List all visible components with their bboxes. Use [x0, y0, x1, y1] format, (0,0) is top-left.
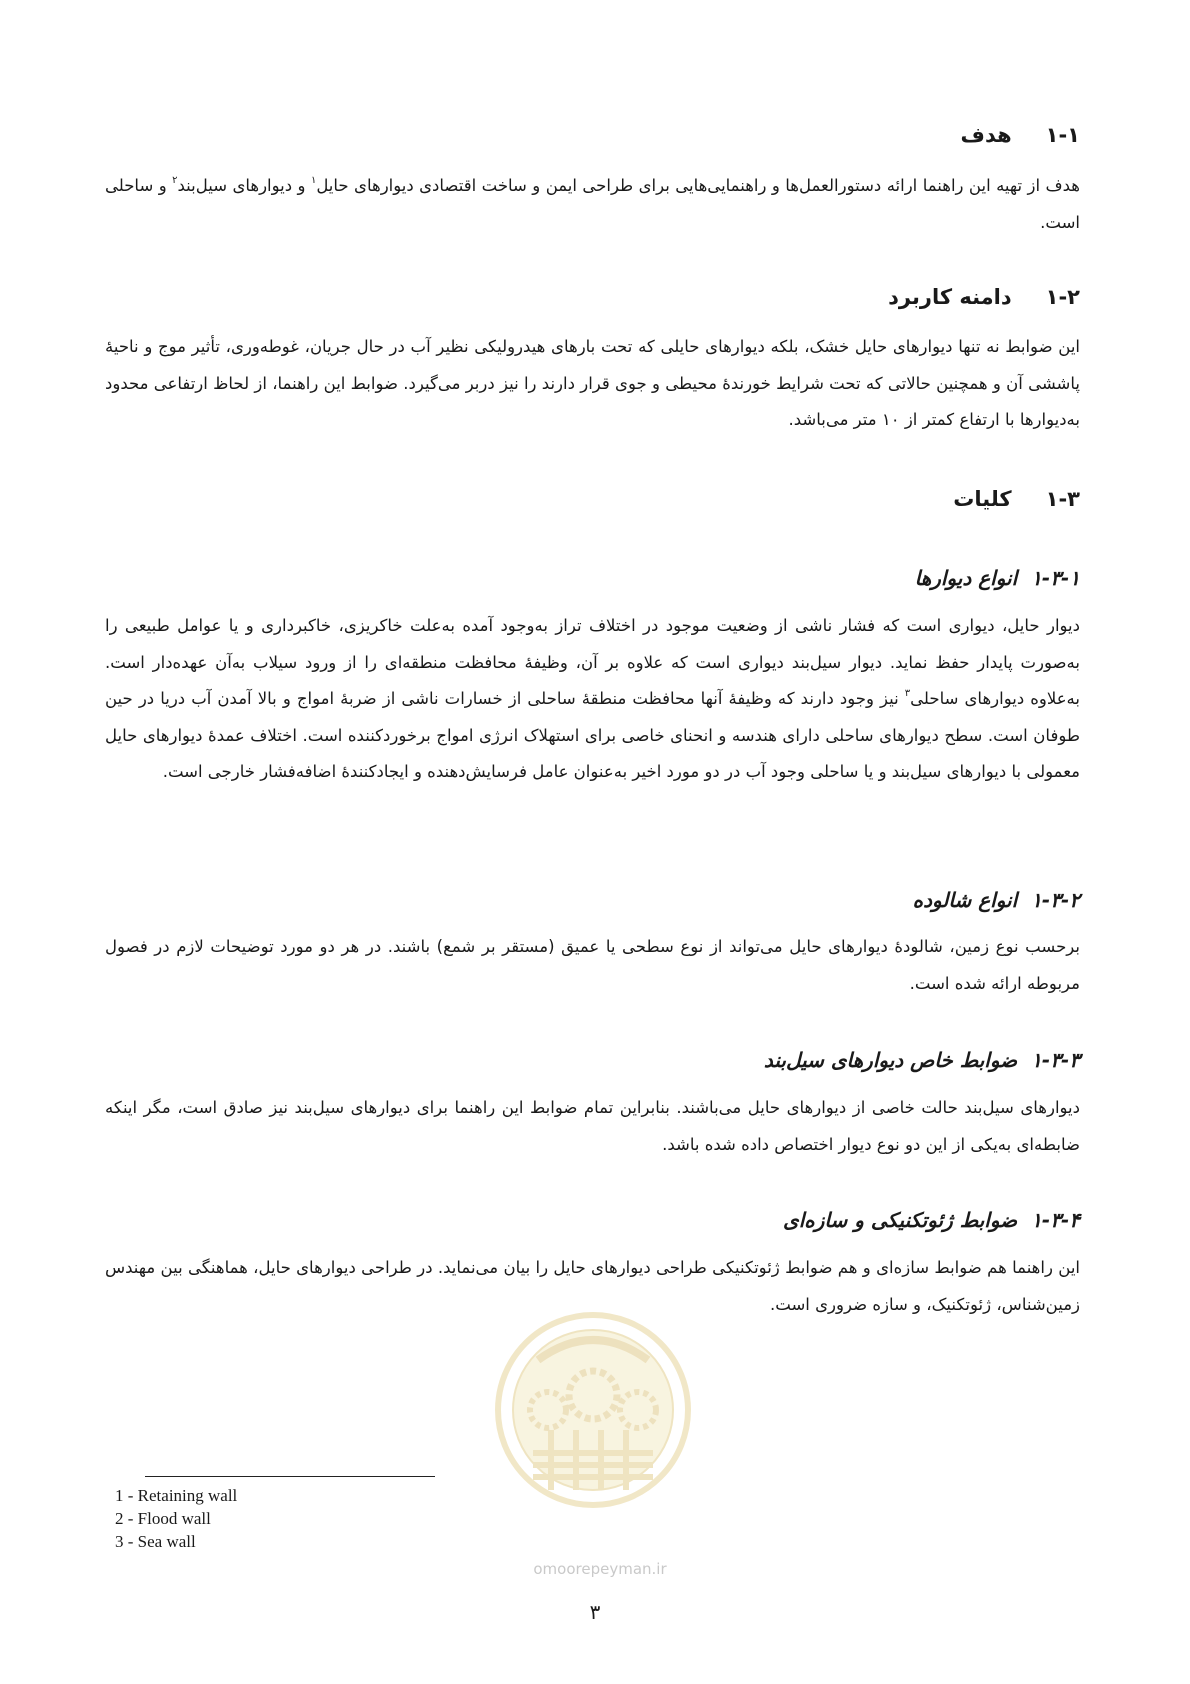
section-number: ۱-۳ [1045, 487, 1080, 511]
section-heading-1-1 [961, 123, 1080, 147]
footnote-ref: ۳ [904, 688, 911, 699]
subsection-number: ۱-۳-۲ [1031, 888, 1080, 912]
subsection-number: ۱-۳-۳ [1031, 1048, 1080, 1072]
footnote-divider [145, 1476, 435, 1477]
subsection-title: ضوابط خاص دیوارهای سیل‌بند [763, 1048, 1018, 1072]
paragraph-text: و دیوارهای سیل‌بند [177, 176, 311, 195]
paragraph-text: نیز وجود دارند که وظیفهٔ آنها محافظت منطقهٔ ساحلی از خسارات ناشی از ضربهٔ امواج و بالا آمدن آب دریا در حین طوفان است. سطح دیوارهای ساحلی دارای هندسه و انحنای خاصی برای استهلاک انرژی امواج برخوردکننده است. اختلاف عمدهٔ دیوارهای حایل معمولی با دیوارهای سیل‌بند و یا ساحلی وجود آب در دو مورد اخیر به‌عنوان عامل فرسایش‌دهنده و ایجادکنندهٔ اضافه‌فشار خارجی است. [105, 689, 1080, 781]
subsection-body-1-3-2: برحسب نوع زمین، شالودهٔ دیوارهای حایل می‌تواند از نوع سطحی یا عمیق (مستقر بر شمع) باشند. در هر دو مورد توضیحات لازم در فصول مربوطه ارائه شده است. [105, 937, 1080, 993]
paragraph-text: هدف از تهیه این راهنما ارائه دستورالعمل‌ها و راهنمایی‌هایی برای طراحی ایمن و ساخت اقتصادی دیوارهای حایل [316, 176, 1080, 195]
section-number: ۱-۱ [1045, 123, 1080, 147]
section-body-1-1 [105, 168, 1080, 241]
subsection-heading-1-3-3 [764, 1048, 1080, 1072]
section-number: ۱-۲ [1045, 285, 1080, 309]
subsection-body-1-3-1 [105, 608, 1080, 791]
watermark-text: omoorepeyman.ir [533, 1560, 667, 1578]
subsection-title: ضوابط ژئوتکنیکی و سازه‌ای [783, 1208, 1018, 1232]
section-title: کلیات [953, 487, 1012, 511]
footnote-ref: ۲ [172, 175, 178, 186]
section-heading-1-3 [953, 487, 1080, 511]
subsection-heading-1-3-4 [783, 1208, 1080, 1232]
footnote-ref: ۱ [310, 175, 317, 186]
page-number: ۳ [589, 1600, 601, 1624]
section-heading-1-2 [888, 285, 1080, 309]
section-body-1-2: این ضوابط نه تنها دیوارهای حایل خشک، بلکه دیوارهای حایلی که تحت بارهای هیدرولیکی نظیر آب در حال جریان، غوطه‌وری، تأثیر موج و ناحیهٔ پاششی آن و همچنین حالاتی که تحت شرایط خورندهٔ محیطی و جوی قرار دارند را نیز دربر می‌گیرد. ضوابط این راهنما، از لحاظ ارتفاعی محدود به‌دیوارها با ارتفاع کمتر از ۱۰ متر می‌باشد. [105, 337, 1080, 429]
footnote-1: 1 - Retaining wall [115, 1486, 238, 1505]
subsection-number: ۱-۳-۱ [1031, 566, 1080, 590]
subsection-heading-1-3-1 [915, 566, 1080, 590]
subsection-heading-1-3-2 [913, 888, 1080, 912]
subsection-body-1-3-4: این راهنما هم ضوابط سازه‌ای و هم ضوابط ژئوتکنیکی طراحی دیوارهای حایل را بیان می‌نماید. در طراحی دیوارهای حایل، هماهنگی بین مهندس زمین‌شناس، ژئوتکنیک، و سازه ضروری است. [105, 1258, 1080, 1314]
section-title: دامنه کاربرد [888, 285, 1012, 309]
footnote-3: 3 - Sea wall [115, 1532, 196, 1551]
subsection-title: انواع دیوارها [914, 566, 1018, 590]
paragraph-text: دیوار حایل، دیواری است که فشار ناشی از وضعیت موجود در اختلاف تراز به‌وجود آمده به‌علت خاکریزی، خاکبرداری و یا عوامل طبیعی را به‌صورت پایدار حفظ نماید. دیوار سیل‌بند دیواری است که علاوه بر آن، وظیفهٔ محافظت منطقه‌ای را از ورود سیلاب به‌آن عهده‌دار است. به‌علاوه دیوارهای ساحلی [105, 616, 1080, 708]
watermark-logo-icon [478, 1300, 708, 1560]
subsection-title: انواع شالوده [912, 888, 1018, 912]
subsection-number: ۱-۳-۴ [1031, 1208, 1080, 1232]
paragraph-text: و ساحلی است. [105, 176, 1080, 232]
section-title: هدف [960, 123, 1012, 147]
footnote-2: 2 - Flood wall [115, 1509, 211, 1528]
subsection-body-1-3-3: دیوارهای سیل‌بند حالت خاصی از دیوارهای حایل می‌باشند. بنابراین تمام ضوابط این راهنما برای دیوارهای سیل‌بند نیز صادق است، مگر اینکه ضابطه‌ای به‌یکی از این دو نوع دیوار اختصاص داده شده باشد. [105, 1098, 1080, 1154]
